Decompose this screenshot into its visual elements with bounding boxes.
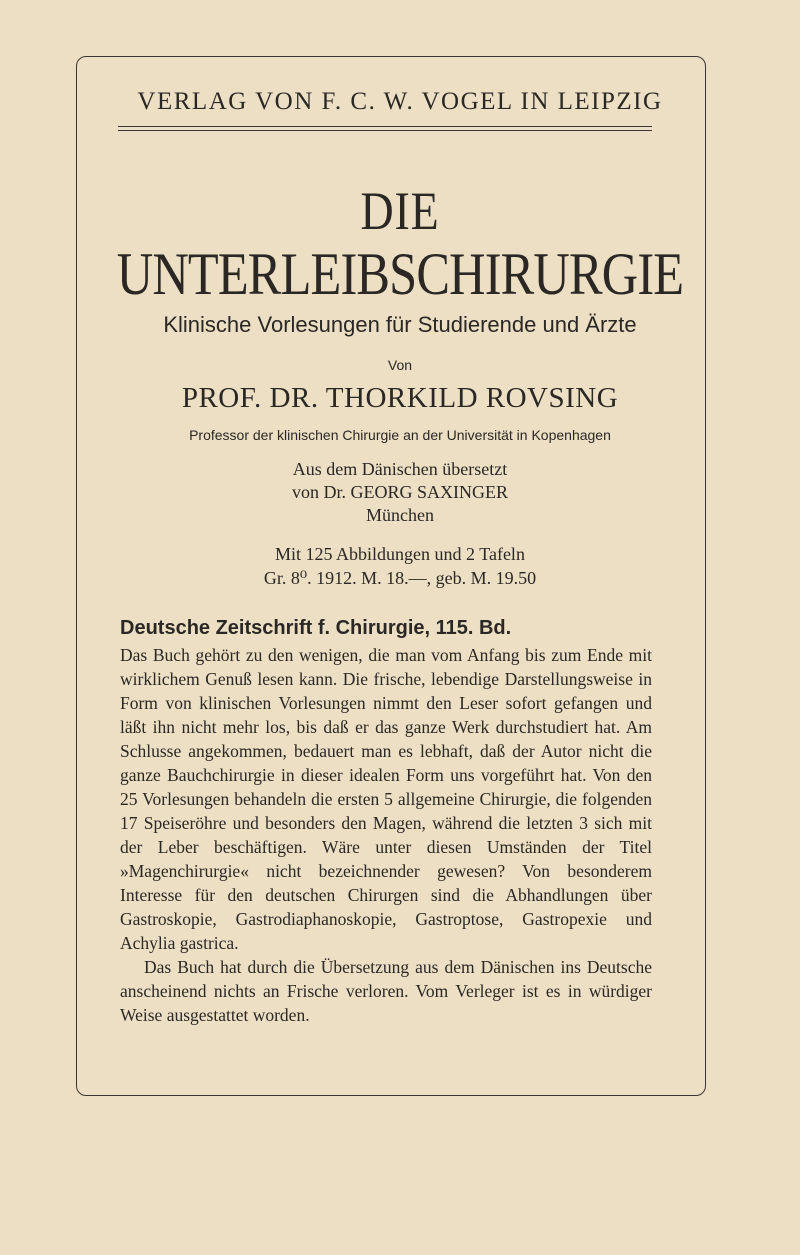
author-position: Professor der klinischen Chirurgie an der Universität in Kopenhagen — [189, 427, 611, 443]
publication-details — [0, 542, 800, 590]
review-paragraph-1: Das Buch gehört zu den wenigen, die man vom Anfang bis zum Ende mit wirklichem Genuß lesen kann. Die frische, lebendige Darstellungsweise in Form von klinischen Vorlesungen nimmt den Leser sofort gefangen und läßt ihn nicht mehr los, bis daß er das ganze Werk durchstudiert hat. Am Schlusse angekommen, bedauert man es lebhaft, daß der Autor nicht die ganze Bauchchirurgie in dieser idealen Form uns vorgeführt hat. Von den 25 Vorlesungen behandeln die ersten 5 allgemeine Chirurgie, die folgenden 17 Speiseröhre und besonders den Magen, während die letzten 3 sich mit der Leber beschäftigen. Wäre unter diesen Umständen der Titel »Magenchirurgie« nicht bezeichnender gewesen? Von besonderem Interesse für den deutschen Chirurgen sind die Abhandlungen über Gastroskopie, Gastrodiaphanoskopie, Gastroptose, Gastropexie und Achylia gastrica. — [120, 645, 652, 953]
translation-line-1: Aus dem Dänischen übersetzt — [292, 459, 508, 479]
publisher-heading: VERLAG VON F. C. W. VOGEL IN LEIPZIG — [137, 88, 663, 115]
author-name: PROF. DR. THORKILD ROVSING — [181, 382, 619, 414]
format-price-info: Gr. 8⁰. 1912. M. 18.—, geb. M. 19.50 — [263, 568, 537, 588]
illustrations-info: Mit 125 Abbildungen und 2 Tafeln — [275, 544, 525, 564]
translator-name: von Dr. GEORG SAXINGER — [292, 482, 508, 502]
book-title: UNTERLEIBSCHIRURGIE — [116, 241, 684, 307]
divider-rule-bottom — [118, 130, 652, 131]
review-text — [120, 643, 652, 1027]
book-title-article: DIE — [360, 181, 440, 241]
author-prefix: Von — [387, 357, 413, 373]
translation-info — [0, 458, 800, 527]
review-source-heading: Deutsche Zeitschrift f. Chirurgie, 115. Bd. — [120, 617, 512, 639]
translator-city: München — [366, 505, 434, 525]
divider-rule-top — [118, 126, 652, 127]
review-paragraph-2: Das Buch hat durch die Übersetzung aus dem Dänischen ins Deutsche anscheinend nichts an Frische verloren. Vom Verleger ist es in würdiger Weise ausgestattet worden. — [120, 957, 652, 1025]
book-subtitle: Klinische Vorlesungen für Studierende und Ärzte — [163, 312, 637, 337]
